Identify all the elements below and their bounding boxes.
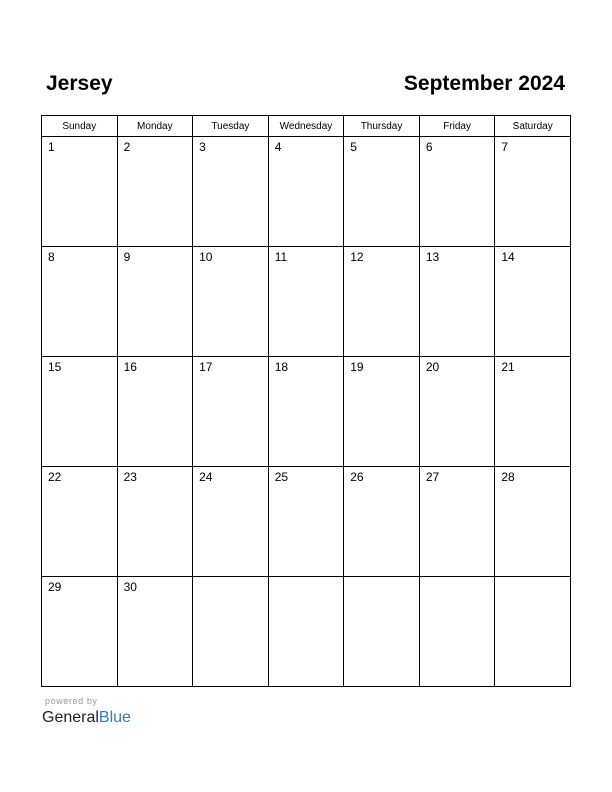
day-number: 11	[274, 250, 288, 264]
weekday-friday: Friday	[419, 116, 495, 137]
weekday-monday: Monday	[117, 116, 193, 137]
day-number: 21	[501, 360, 515, 374]
day-cell	[193, 137, 269, 247]
day-number: 3	[199, 140, 206, 154]
day-cell	[495, 137, 571, 247]
day-cell	[42, 577, 118, 687]
day-number: 16	[123, 360, 137, 374]
month-year-title: September 2024	[403, 72, 565, 95]
day-number: 12	[350, 250, 364, 264]
day-cell	[268, 247, 344, 357]
day-number: 29	[48, 580, 62, 594]
day-cell	[419, 577, 495, 687]
day-cell	[42, 137, 118, 247]
weekday-header-row	[42, 116, 571, 137]
day-number: 18	[274, 360, 289, 374]
day-cell	[419, 357, 495, 467]
day-cell	[268, 577, 344, 687]
week-row	[42, 247, 571, 357]
day-number	[344, 577, 419, 580]
day-number: 2	[123, 140, 131, 154]
powered-by-label: powered by	[45, 696, 98, 706]
day-cell	[268, 137, 344, 247]
region-title: Jersey	[46, 72, 113, 95]
day-cell	[42, 357, 118, 467]
weekday-sunday: Sunday	[42, 116, 118, 137]
weekday-thursday: Thursday	[344, 116, 420, 137]
generalblue-logo[interactable]	[42, 708, 131, 728]
day-number: 22	[48, 470, 62, 484]
day-number: 23	[123, 470, 137, 484]
weekday-wednesday: Wednesday	[268, 116, 344, 137]
day-cell	[344, 577, 420, 687]
day-cell	[42, 467, 118, 577]
day-number: 6	[425, 140, 433, 154]
brand-part-blue: Blue	[98, 709, 131, 726]
day-number: 14	[501, 250, 515, 264]
day-number: 5	[350, 140, 357, 154]
week-row	[42, 357, 571, 467]
day-number: 8	[48, 250, 55, 264]
day-cell	[193, 357, 269, 467]
day-cell	[117, 137, 193, 247]
day-cell	[193, 467, 269, 577]
week-row	[42, 577, 571, 687]
day-number: 17	[199, 360, 213, 374]
day-number	[193, 577, 268, 580]
day-cell	[117, 467, 193, 577]
day-cell	[495, 247, 571, 357]
day-number: 26	[350, 470, 364, 484]
day-number	[269, 577, 344, 580]
day-cell	[495, 467, 571, 577]
day-number: 30	[123, 580, 137, 594]
day-cell	[344, 467, 420, 577]
day-number: 24	[199, 470, 213, 484]
day-number	[495, 577, 570, 580]
calendar-grid	[41, 115, 571, 687]
day-number: 15	[48, 360, 62, 374]
brand-part-general: General	[42, 709, 99, 726]
day-number: 25	[274, 470, 289, 484]
day-number: 27	[425, 470, 440, 484]
day-number: 19	[350, 360, 364, 374]
day-cell	[495, 357, 571, 467]
day-cell	[268, 467, 344, 577]
day-number: 28	[501, 470, 515, 484]
day-number	[420, 577, 495, 580]
day-number: 7	[501, 140, 509, 154]
day-cell	[344, 137, 420, 247]
day-cell	[42, 247, 118, 357]
day-number: 1	[48, 140, 55, 154]
day-cell	[344, 357, 420, 467]
day-number: 9	[123, 250, 131, 264]
day-cell	[268, 357, 344, 467]
day-cell	[117, 247, 193, 357]
day-cell	[419, 247, 495, 357]
day-number: 10	[199, 250, 213, 264]
weekday-saturday: Saturday	[495, 116, 571, 137]
weekday-tuesday: Tuesday	[193, 116, 269, 137]
week-row	[42, 137, 571, 247]
day-cell	[117, 577, 193, 687]
day-cell	[495, 577, 571, 687]
day-cell	[193, 577, 269, 687]
day-number: 20	[425, 360, 440, 374]
day-number: 4	[274, 140, 282, 154]
day-number: 13	[425, 250, 440, 264]
day-cell	[193, 247, 269, 357]
day-cell	[344, 247, 420, 357]
week-row	[42, 467, 571, 577]
day-cell	[117, 357, 193, 467]
day-cell	[419, 137, 495, 247]
day-cell	[419, 467, 495, 577]
